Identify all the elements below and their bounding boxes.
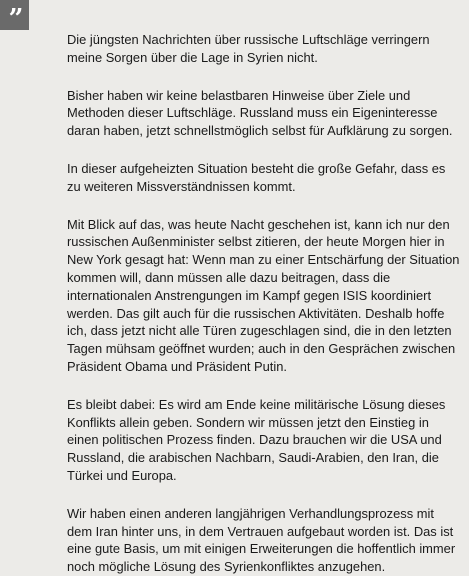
quote-text xyxy=(67,31,462,576)
quote-paragraph-4: Mit Blick auf das, was heute Nacht geschehen ist, kann ich nur den russischen Außenminister selbst zitieren, der heute Morgen hier in New York gesagt hat: Wenn man zu einer Entschärfung der Situation kommen will, dann müssen alle dazu beitragen, dass die internationalen Anstrengungen im Kampf gegen ISIS koordiniert werden. Das gilt auch für die russischen Aktivitäten. Deshalb hoffe ich, dass jetzt nicht alle Türen zugeschlagen sind, die in den letzten Tagen mühsam geöffnet wurden; auch in den Gesprächen zwischen Präsident Obama und Präsident Putin. xyxy=(67,216,460,374)
quote-paragraph-3: In dieser aufgeheizten Situation besteht die große Gefahr, dass es zu weiteren Missverständnissen kommt. xyxy=(67,160,446,194)
quote-paragraph-5: Es bleibt dabei: Es wird am Ende keine militärische Lösung dieses Konflikts allein geben. Sondern wir müssen jetzt den Einstieg in einen politischen Prozess finden. Dazu brauchen wir die USA und Russland, die arabischen Nachbarn, Saudi-Arabien, den Iran, die Türkei und Europa. xyxy=(67,396,446,483)
quote-icon: ” xyxy=(0,0,29,30)
quote-paragraph-6: Wir haben einen anderen langjährigen Verhandlungsprozess mit dem Iran hinter uns, in dem Vertrauen aufgebaut worden ist. Das ist eine gute Basis, um mit einigen Erweiterungen die hoffentlich immer noch mögliche Lösung des Syrienkonfliktes anzugehen. xyxy=(67,505,456,575)
quote-paragraph-1: Die jüngsten Nachrichten über russische Luftschläge verringern meine Sorgen über die Lage in Syrien nicht. xyxy=(67,32,430,65)
quote-paragraph-2: Bisher haben wir keine belastbaren Hinweise über Ziele und Methoden dieser Luftschläge. Russland muss ein Eigeninteresse daran haben, jetzt schnellstmöglich selbst für Aufklärung zu sorgen. xyxy=(67,87,453,139)
